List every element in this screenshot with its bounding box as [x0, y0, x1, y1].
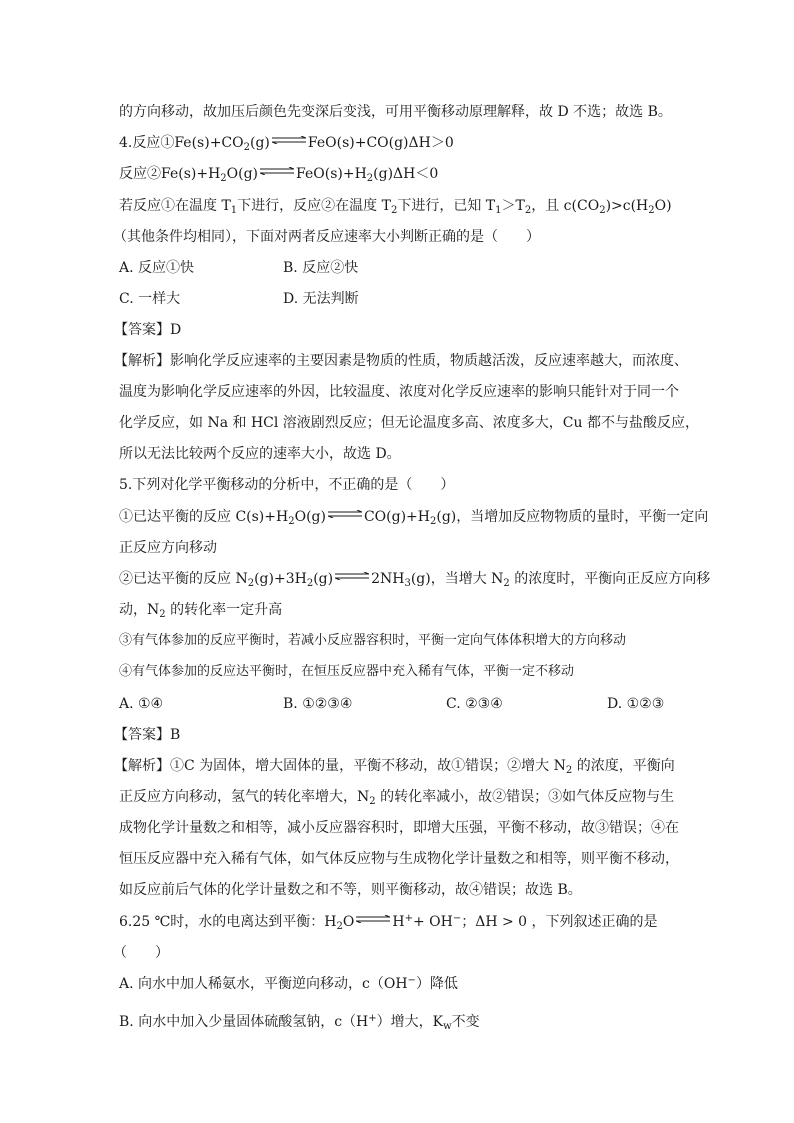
explanation-line: 温度为影响化学反应速率的外因，比较温度、浓度对化学反应速率的影响只能针对于同一个	[119, 384, 679, 400]
question-6-title: 6.25 ℃时，水的电离达到平衡：$H_2O$ H++ OH−；ΔH > 0 ，下列叙述正确的是	[119, 913, 658, 932]
explanation-line: 【解析】影响化学反应速率的主要因素是物质的性质，物质越活泼，反应速率越大，而浓度、	[114, 353, 688, 369]
statement-4: ④有气体参加的反应达平衡时，在恒压反应器中充入稀有气体，平衡一定不移动	[119, 664, 575, 679]
question-4-reaction-2: 反应$②Fe(s)+H_2O(g)$ $FeO(s)+H_2(g)\Delta H<0$	[119, 166, 439, 184]
question-4-prompt: （其他条件均相同），下面对两者反应速率大小判断正确的是（ ）	[113, 229, 540, 245]
question-6-paren: （ ）	[113, 945, 169, 961]
answer-label: 【答案】B	[114, 727, 181, 743]
option-a: A. ①④	[119, 696, 164, 712]
statement-1-cont: 正反应方向移动	[119, 540, 217, 556]
explanation-line: 所以无法比较两个反应的速率大小，故选 D。	[119, 446, 401, 462]
statement-1: ①已达平衡的反应 $C(s)+H_2O(g)$ $CO(g)+H_2(g)$，当增加反应物物质的量时，平衡一定向	[119, 509, 709, 527]
equilibrium-arrow-icon	[356, 915, 390, 923]
option-c: C. ②③④	[446, 696, 503, 712]
explanation-line: 恒压反应器中充入稀有气体，如气体反应物与生成物化学计量数之和相等，则平衡不移动，	[119, 851, 679, 867]
option-c: C. 一样大	[119, 291, 181, 307]
answer-label: 【答案】D	[114, 322, 182, 338]
question-4-reaction-1: 4.反应$①Fe(s)+CO_2(g)$ FeO(s)+CO(g)ΔH＞0	[119, 135, 454, 153]
equilibrium-arrow-icon	[335, 572, 369, 580]
option-a: A. 反应①快	[119, 260, 195, 276]
equilibrium-arrow-icon	[328, 510, 362, 518]
explanation-line: 正反应方向移动，氢气的转化率增大，$N_2$ 的转化率减小，故②错误；③如气体反应物与生	[119, 789, 675, 807]
statement-2: ②已达平衡的反应 $N_2(g)+3H_2(g)$ $2NH_3(g)$，当增大 $N_2$ 的浓度时，平衡向正反应方向移	[119, 571, 711, 589]
option-d: D. ①②③	[607, 696, 665, 712]
explanation-line: 【解析】①C 为固体，增大固体的量，平衡不移动，故①错误；②增大 $N_2$ 的浓度，平衡向	[114, 758, 675, 776]
question-5-title: 5.下列对化学平衡移动的分析中，不正确的是（ ）	[119, 477, 455, 493]
explanation-line: 成物化学计量数之和相等，减小反应器容积时，即增大压强，平衡不移动，故③错误；④在	[119, 820, 679, 836]
option-b: B. 向水中加入少量固体硫酸氢钠，c（H+）增大，$K_w$不变	[119, 1013, 480, 1032]
option-b: B. ①②③④	[283, 696, 353, 712]
option-b: B. 反应②快	[283, 260, 359, 276]
explanation-line: 化学反应，如 Na 和 HCl 溶液剧烈反应；但无论温度多高、浓度多大，Cu 都不与盐酸反应，	[119, 415, 699, 431]
equilibrium-arrow-icon	[272, 136, 306, 144]
statement-2-cont: 动，$N_2$ 的转化率一定升高	[119, 602, 283, 620]
statement-3: ③有气体参加的反应平衡时，若减小反应器容积时，平衡一定向气体体积增大的方向移动	[119, 633, 627, 648]
explanation-line: 如反应前后气体的化学计量数之和不等，则平衡移动，故④错误；故选 B。	[119, 882, 582, 898]
question-4-condition: 若反应①在温度 $T_1$下进行，反应②在温度 $T_2$下进行，已知 $T_1>T_2$，且 $c(CO_2)>c(H_2O)$	[119, 198, 672, 216]
option-d: D. 无法判断	[283, 291, 359, 307]
text-line: 的方向移动，故加压后颜色先变深后变浅，可用平衡移动原理解释，故 D 不选；故选 B。	[119, 104, 672, 120]
equilibrium-arrow-icon	[260, 167, 294, 175]
option-a: A. 向水中加人稀氨水，平衡逆向移动，c（OH−）降低	[119, 975, 458, 992]
